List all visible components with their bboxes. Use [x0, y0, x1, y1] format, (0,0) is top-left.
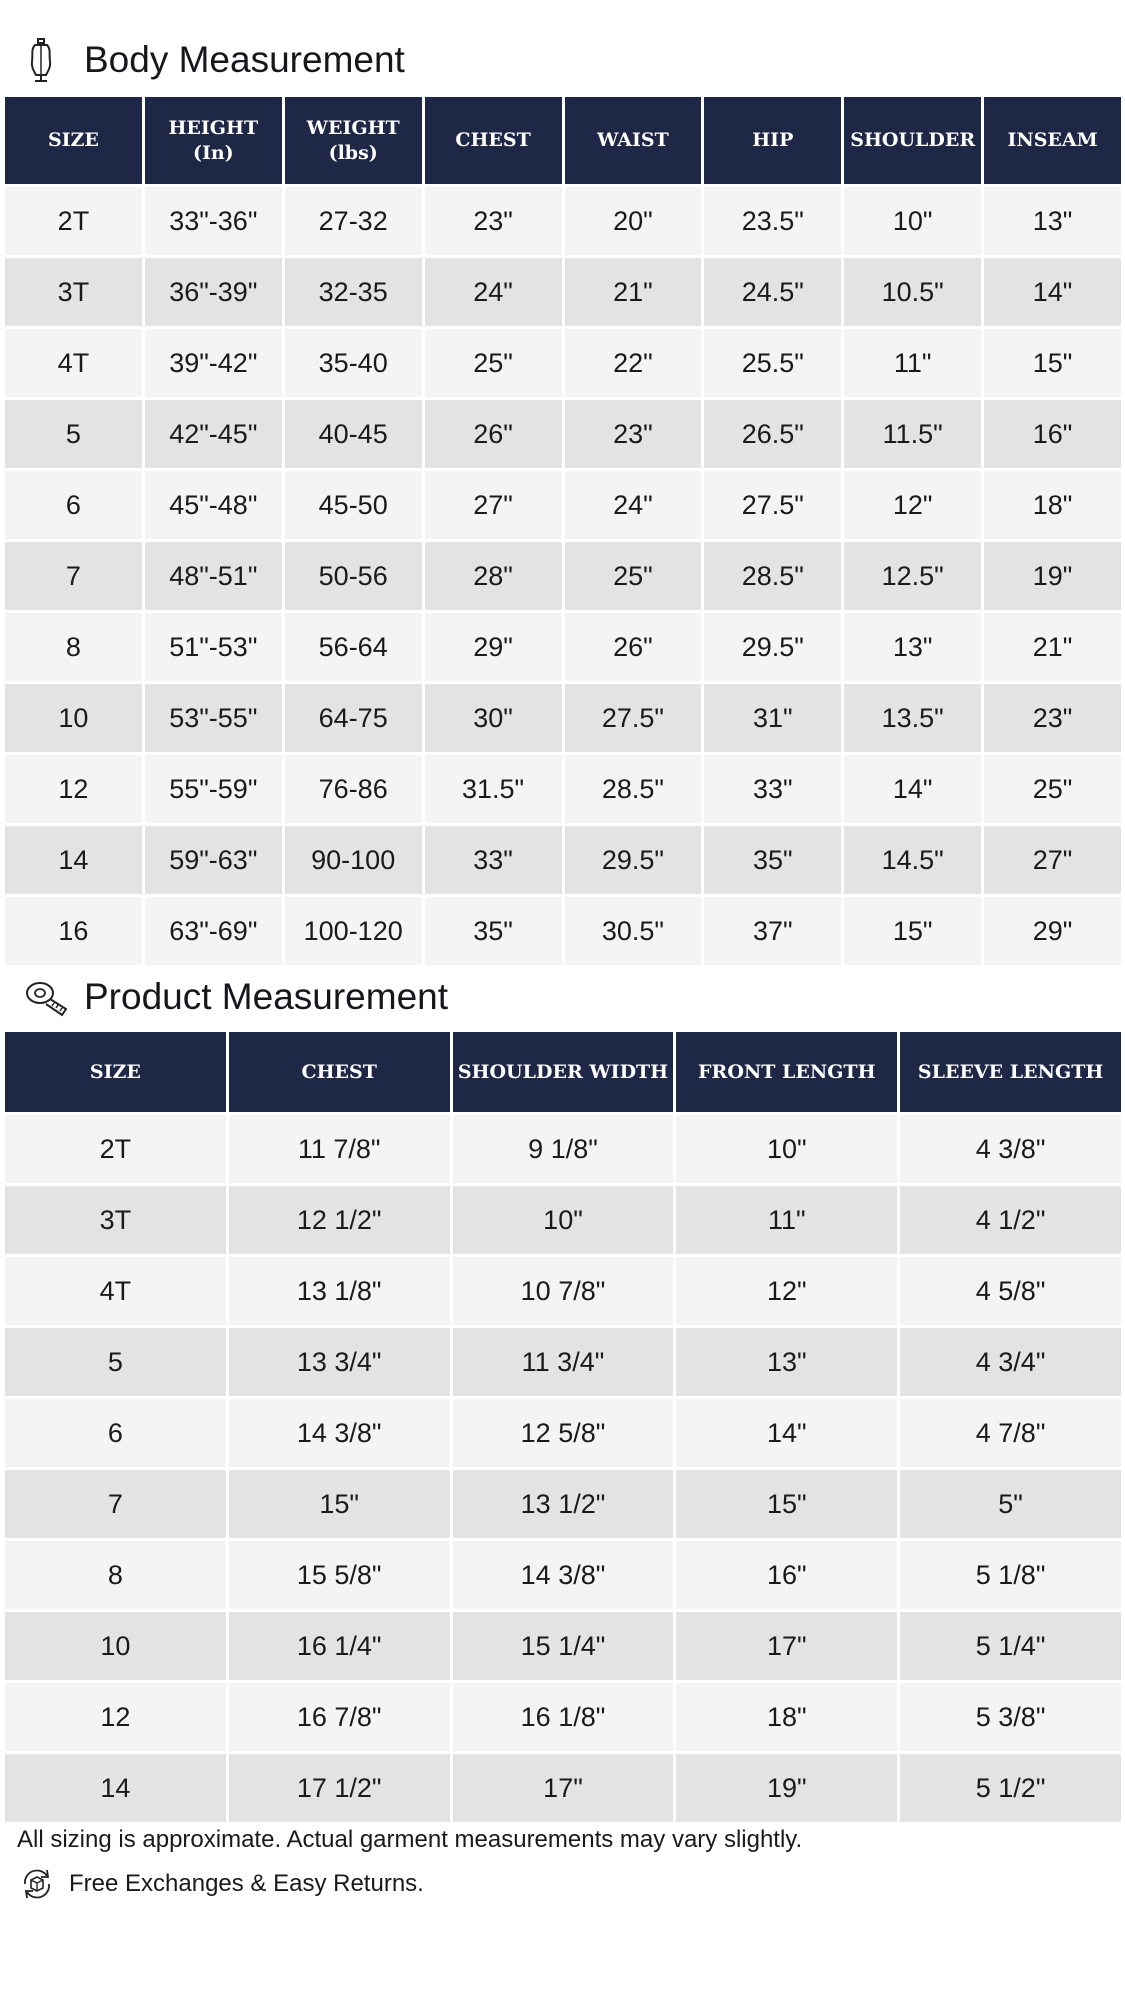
measurement-cell: 32-35: [285, 255, 422, 326]
table-row: [5, 1538, 1121, 1609]
measurement-cell: 9 1/8": [453, 1112, 674, 1183]
column-header: SIZE: [5, 97, 142, 184]
measurement-cell: 4 7/8": [900, 1396, 1121, 1467]
measurement-cell: 13": [844, 610, 981, 681]
product-measurement-table: [2, 1032, 1124, 1822]
measurement-cell: 76-86: [285, 752, 422, 823]
measurement-cell: 15 5/8": [229, 1538, 450, 1609]
measurement-cell: 13": [984, 184, 1121, 255]
measurement-cell: 18": [984, 468, 1121, 539]
body-measurement-table: [2, 97, 1124, 965]
table-header-row: [5, 97, 1121, 184]
measurement-cell: 5": [900, 1467, 1121, 1538]
measurement-cell: 12 1/2": [229, 1183, 450, 1254]
measurement-cell: 13": [676, 1325, 897, 1396]
measurement-cell: 4 1/2": [900, 1183, 1121, 1254]
measurement-cell: 15": [844, 894, 981, 965]
measurement-cell: 27-32: [285, 184, 422, 255]
measurement-cell: 27": [425, 468, 562, 539]
measurement-cell: 14 3/8": [229, 1396, 450, 1467]
measurement-cell: 15 1/4": [453, 1609, 674, 1680]
measurement-cell: 30": [425, 681, 562, 752]
measurement-cell: 12": [844, 468, 981, 539]
measurement-cell: 25": [984, 752, 1121, 823]
measurement-cell: 14": [844, 752, 981, 823]
measurement-cell: 50-56: [285, 539, 422, 610]
measurement-cell: 48"-51": [145, 539, 282, 610]
measurement-cell: 29.5": [565, 823, 702, 894]
size-cell: 6: [5, 468, 142, 539]
column-header: HIP: [704, 97, 841, 184]
column-header: WAIST: [565, 97, 702, 184]
returns-line: [17, 1864, 424, 1904]
size-cell: 12: [5, 1680, 226, 1751]
column-header: HEIGHT (In): [145, 97, 282, 184]
box-return-icon: [17, 1864, 57, 1904]
table-row: [5, 894, 1121, 965]
size-cell: 7: [5, 539, 142, 610]
measurement-cell: 12.5": [844, 539, 981, 610]
body-measurement-header: [24, 36, 405, 84]
column-header: SHOULDER WIDTH: [453, 1032, 674, 1112]
measurement-cell: 4 3/8": [900, 1112, 1121, 1183]
measurement-cell: 27.5": [565, 681, 702, 752]
measurement-cell: 26": [425, 397, 562, 468]
column-header: SLEEVE LENGTH: [900, 1032, 1121, 1112]
measurement-cell: 27.5": [704, 468, 841, 539]
measurement-cell: 36"-39": [145, 255, 282, 326]
measurement-cell: 90-100: [285, 823, 422, 894]
table-row: [5, 397, 1121, 468]
measurement-cell: 29.5": [704, 610, 841, 681]
size-cell: 3T: [5, 1183, 226, 1254]
measurement-cell: 25.5": [704, 326, 841, 397]
measurement-cell: 12": [676, 1254, 897, 1325]
measurement-cell: 24.5": [704, 255, 841, 326]
table-row: [5, 681, 1121, 752]
measurement-cell: 23": [984, 681, 1121, 752]
measurement-cell: 13.5": [844, 681, 981, 752]
size-cell: 3T: [5, 255, 142, 326]
measurement-cell: 20": [565, 184, 702, 255]
product-measurement-title: Product Measurement: [84, 976, 449, 1017]
measurement-cell: 15": [676, 1467, 897, 1538]
table-row: [5, 1183, 1121, 1254]
measurement-cell: 33": [704, 752, 841, 823]
size-cell: 2T: [5, 1112, 226, 1183]
measurement-cell: 16": [676, 1538, 897, 1609]
returns-text: Free Exchanges & Easy Returns.: [69, 1870, 424, 1897]
column-header: INSEAM: [984, 97, 1121, 184]
measurement-cell: 28.5": [704, 539, 841, 610]
table-row: [5, 1751, 1121, 1822]
measurement-cell: 55"-59": [145, 752, 282, 823]
table-row: [5, 1609, 1121, 1680]
size-cell: 8: [5, 610, 142, 681]
measurement-cell: 4 5/8": [900, 1254, 1121, 1325]
measurement-cell: 33": [425, 823, 562, 894]
size-cell: 10: [5, 1609, 226, 1680]
size-cell: 16: [5, 894, 142, 965]
table-row: [5, 1680, 1121, 1751]
measurement-cell: 10": [676, 1112, 897, 1183]
table-row: [5, 1467, 1121, 1538]
measurement-cell: 13 1/2": [453, 1467, 674, 1538]
measurement-cell: 25": [425, 326, 562, 397]
measurement-cell: 11": [844, 326, 981, 397]
measurement-cell: 16 1/4": [229, 1609, 450, 1680]
measurement-cell: 15": [984, 326, 1121, 397]
column-header: CHEST: [229, 1032, 450, 1112]
measurement-cell: 17": [676, 1609, 897, 1680]
measurement-cell: 39"-42": [145, 326, 282, 397]
measurement-cell: 37": [704, 894, 841, 965]
size-cell: 8: [5, 1538, 226, 1609]
table-row: [5, 1112, 1121, 1183]
measurement-cell: 27": [984, 823, 1121, 894]
column-header: SIZE: [5, 1032, 226, 1112]
table-row: [5, 1396, 1121, 1467]
measurement-cell: 29": [425, 610, 562, 681]
table-row: [5, 468, 1121, 539]
table-row: [5, 539, 1121, 610]
measurement-cell: 56-64: [285, 610, 422, 681]
measurement-cell: 10": [453, 1183, 674, 1254]
measurement-cell: 22": [565, 326, 702, 397]
measurement-cell: 10": [844, 184, 981, 255]
size-cell: 7: [5, 1467, 226, 1538]
measurement-cell: 14 3/8": [453, 1538, 674, 1609]
size-cell: 10: [5, 681, 142, 752]
measurement-cell: 11.5": [844, 397, 981, 468]
table-row: [5, 326, 1121, 397]
measurement-cell: 16 7/8": [229, 1680, 450, 1751]
measurement-cell: 12 5/8": [453, 1396, 674, 1467]
measurement-cell: 24": [565, 468, 702, 539]
column-header: SHOULDER: [844, 97, 981, 184]
measurement-cell: 5 1/4": [900, 1609, 1121, 1680]
measurement-cell: 19": [676, 1751, 897, 1822]
table-row: [5, 184, 1121, 255]
measurement-cell: 25": [565, 539, 702, 610]
measurement-cell: 5 3/8": [900, 1680, 1121, 1751]
measurement-cell: 35-40: [285, 326, 422, 397]
measurement-cell: 4 3/4": [900, 1325, 1121, 1396]
measurement-cell: 53"-55": [145, 681, 282, 752]
measurement-cell: 33"-36": [145, 184, 282, 255]
table-row: [5, 255, 1121, 326]
measurement-cell: 13 3/4": [229, 1325, 450, 1396]
size-cell: 4T: [5, 1254, 226, 1325]
table-row: [5, 752, 1121, 823]
measurement-cell: 15": [229, 1467, 450, 1538]
measurement-cell: 100-120: [285, 894, 422, 965]
size-cell: 6: [5, 1396, 226, 1467]
column-header: FRONT LENGTH: [676, 1032, 897, 1112]
size-cell: 5: [5, 397, 142, 468]
measurement-cell: 26": [565, 610, 702, 681]
measurement-cell: 17": [453, 1751, 674, 1822]
measurement-cell: 24": [425, 255, 562, 326]
measurement-cell: 28.5": [565, 752, 702, 823]
measurement-cell: 45"-48": [145, 468, 282, 539]
measurement-cell: 31": [704, 681, 841, 752]
measurement-cell: 40-45: [285, 397, 422, 468]
dress-form-icon: [24, 36, 58, 84]
measurement-cell: 10 7/8": [453, 1254, 674, 1325]
measurement-cell: 5 1/2": [900, 1751, 1121, 1822]
measurement-cell: 11": [676, 1183, 897, 1254]
measurement-cell: 16": [984, 397, 1121, 468]
measurement-cell: 23": [425, 184, 562, 255]
table-row: [5, 1254, 1121, 1325]
measurement-cell: 51"-53": [145, 610, 282, 681]
measurement-cell: 21": [984, 610, 1121, 681]
size-cell: 12: [5, 752, 142, 823]
sizing-disclaimer: All sizing is approximate. Actual garment measurements may vary slightly.: [17, 1826, 803, 1853]
measurement-cell: 14": [676, 1396, 897, 1467]
measurement-cell: 5 1/8": [900, 1538, 1121, 1609]
measurement-cell: 23.5": [704, 184, 841, 255]
table-row: [5, 823, 1121, 894]
measurement-cell: 30.5": [565, 894, 702, 965]
measurement-cell: 26.5": [704, 397, 841, 468]
body-measurement-title: Body Measurement: [84, 39, 405, 80]
size-cell: 4T: [5, 326, 142, 397]
size-cell: 14: [5, 823, 142, 894]
measurement-cell: 11 3/4": [453, 1325, 674, 1396]
measurement-cell: 18": [676, 1680, 897, 1751]
measuring-tape-icon: [24, 975, 70, 1019]
measurement-cell: 64-75: [285, 681, 422, 752]
measurement-cell: 16 1/8": [453, 1680, 674, 1751]
measurement-cell: 42"-45": [145, 397, 282, 468]
measurement-cell: 14.5": [844, 823, 981, 894]
table-row: [5, 1325, 1121, 1396]
measurement-cell: 14": [984, 255, 1121, 326]
column-header: CHEST: [425, 97, 562, 184]
measurement-cell: 23": [565, 397, 702, 468]
size-cell: 14: [5, 1751, 226, 1822]
measurement-cell: 11 7/8": [229, 1112, 450, 1183]
measurement-cell: 59"-63": [145, 823, 282, 894]
measurement-cell: 21": [565, 255, 702, 326]
measurement-cell: 35": [704, 823, 841, 894]
measurement-cell: 17 1/2": [229, 1751, 450, 1822]
product-measurement-header: [24, 972, 448, 1022]
size-cell: 5: [5, 1325, 226, 1396]
measurement-cell: 28": [425, 539, 562, 610]
size-cell: 2T: [5, 184, 142, 255]
table-row: [5, 610, 1121, 681]
measurement-cell: 31.5": [425, 752, 562, 823]
measurement-cell: 63"-69": [145, 894, 282, 965]
measurement-cell: 19": [984, 539, 1121, 610]
measurement-cell: 13 1/8": [229, 1254, 450, 1325]
measurement-cell: 29": [984, 894, 1121, 965]
table-header-row: [5, 1032, 1121, 1112]
column-header: WEIGHT (lbs): [285, 97, 422, 184]
measurement-cell: 10.5": [844, 255, 981, 326]
measurement-cell: 45-50: [285, 468, 422, 539]
measurement-cell: 35": [425, 894, 562, 965]
